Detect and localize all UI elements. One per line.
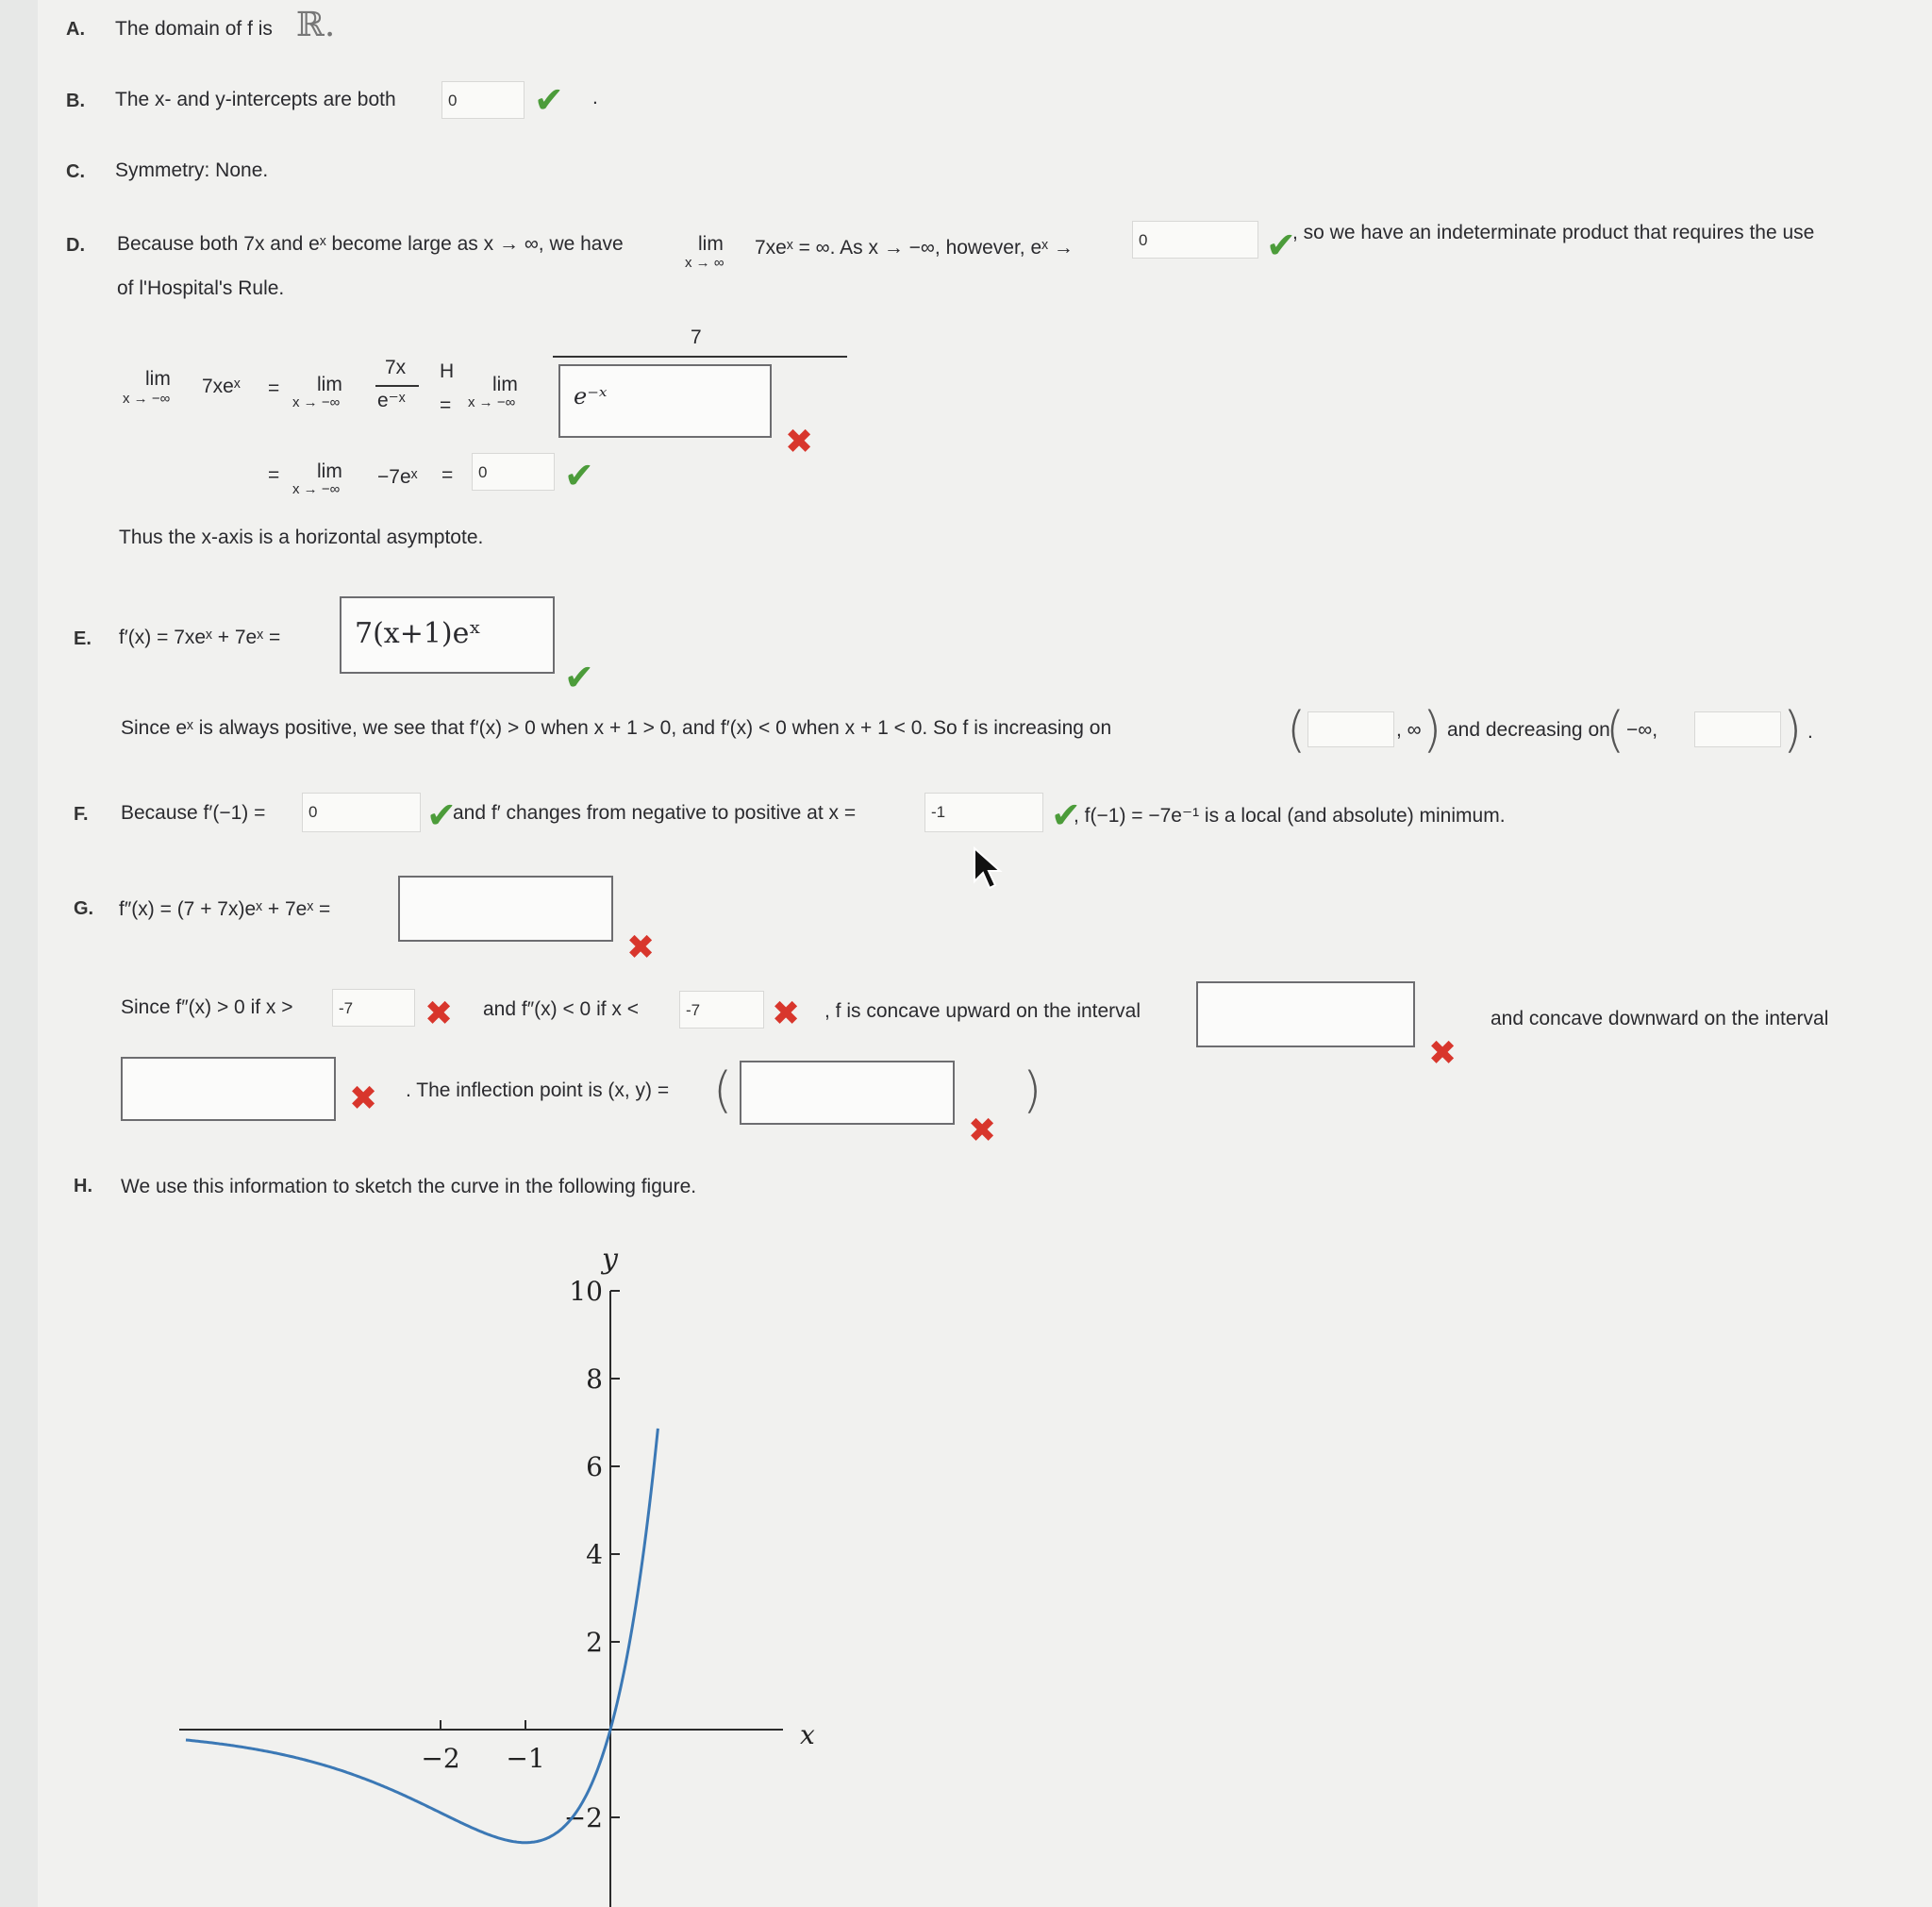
open-paren: (: [1606, 702, 1625, 759]
equals-sign: =: [268, 377, 280, 399]
section-f-letter: F.: [74, 804, 89, 825]
x-tick-label: −2: [421, 1743, 460, 1774]
lim-subscript: x → ∞: [685, 255, 724, 271]
section-g-text1: Since f″(x) > 0 if x >: [121, 996, 293, 1018]
section-g-text4: and concave downward on the interval: [1491, 1008, 1829, 1029]
x-ticks: [421, 1720, 544, 1774]
derivative-denominator-input[interactable]: [558, 364, 772, 438]
concave-down-interval-input[interactable]: [121, 1057, 336, 1121]
x-axis-label: x: [800, 1719, 815, 1750]
reals-symbol: ℝ.: [296, 6, 336, 44]
section-d-text2: , so we have an indeterminate product that requires the use: [1292, 222, 1815, 243]
row1-expr: 7xeˣ: [202, 376, 241, 397]
section-g-text3: , f is concave upward on the interval: [824, 1000, 1141, 1022]
row2-expr: −7eˣ: [377, 466, 418, 488]
open-paren: (: [713, 1062, 733, 1119]
concave-up-interval-input[interactable]: [1196, 981, 1415, 1047]
first-derivative-input[interactable]: [340, 596, 555, 674]
y-tick-label: −2: [563, 1802, 603, 1833]
first-derivative-value: 7(x+1)eˣ: [355, 617, 482, 650]
row1-lim-subscript-2: x → −∞: [292, 394, 341, 410]
fraction-numerator: 7x: [385, 357, 407, 378]
section-e-lhs: f′(x) = 7xeˣ + 7eˣ =: [119, 627, 281, 648]
derivative-fraction-bar: [553, 356, 847, 358]
section-g-text2: and f″(x) < 0 if x <: [483, 998, 640, 1020]
decreasing-head: −∞,: [1626, 719, 1658, 741]
cross-icon: ✖: [1428, 1033, 1457, 1072]
section-d-letter: D.: [66, 235, 85, 256]
section-c-letter: C.: [66, 161, 85, 182]
derivative-numerator: 7: [691, 326, 702, 348]
fraction-bar: [375, 385, 419, 387]
y-tick-label: 6: [586, 1451, 603, 1482]
row1-lim-word-3: lim: [492, 374, 518, 395]
cross-icon: ✖: [772, 994, 801, 1032]
decreasing-text: and decreasing on: [1447, 719, 1610, 741]
critical-value-input[interactable]: 0: [302, 793, 421, 832]
derivative-denominator-value: e⁻ˣ: [574, 383, 608, 410]
section-d-expr: 7xeˣ = ∞. As x → −∞, however, eˣ →: [755, 237, 1074, 259]
close-paren: ): [1783, 702, 1803, 759]
section-a-letter: A.: [66, 19, 85, 40]
check-icon: ✔: [1266, 226, 1296, 266]
cross-icon: ✖: [968, 1111, 997, 1149]
equals-sign: =: [440, 394, 452, 416]
concave-up-bound-input[interactable]: -7: [332, 989, 415, 1027]
section-d-text3: of l'Hospital's Rule.: [117, 277, 285, 299]
row1-lim-subscript-3: x → −∞: [468, 394, 516, 410]
section-c-text: Symmetry: None.: [115, 159, 269, 181]
section-b-text: The x- and y-intercepts are both: [115, 89, 396, 110]
section-e-text: Since eˣ is always positive, we see that f′(x) > 0 when x + 1 > 0, and f′(x) < 0 when x + 1 < 0. So f is increasing on: [121, 717, 1112, 739]
second-derivative-input[interactable]: [398, 876, 613, 942]
increasing-interval-input[interactable]: [1307, 711, 1394, 747]
section-f-text3: , f(−1) = −7e⁻¹ is a local (and absolute) minimum.: [1074, 805, 1506, 827]
open-paren: (: [1287, 702, 1307, 759]
section-g-lhs: f″(x) = (7 + 7x)eˣ + 7eˣ =: [119, 898, 331, 920]
section-b-letter: B.: [66, 91, 85, 111]
section-g-letter: G.: [74, 898, 94, 919]
y-tick-label: 2: [586, 1627, 603, 1658]
y-tick-label: 10: [569, 1276, 603, 1307]
y-tick-label: 8: [586, 1363, 603, 1395]
equals-sign: =: [441, 464, 454, 486]
check-icon: ✔: [564, 457, 594, 496]
cross-icon: ✖: [425, 994, 454, 1032]
section-h-text: We use this information to sketch the curve in the following figure.: [121, 1176, 697, 1197]
row1-lim-word-2: lim: [317, 374, 342, 395]
cross-icon: ✖: [349, 1079, 378, 1117]
concave-down-bound-input[interactable]: -7: [679, 991, 764, 1029]
sign-change-input[interactable]: -1: [924, 793, 1043, 832]
equals-sign: =: [268, 464, 280, 486]
y-axis-label: y: [602, 1243, 618, 1276]
section-f-text1: Because f′(−1) =: [121, 802, 266, 824]
check-icon: ✔: [564, 659, 594, 698]
sketch-graph: [38, 1227, 887, 1907]
row1-lim-subscript: x → −∞: [123, 391, 171, 407]
cross-icon: ✖: [626, 928, 656, 966]
increasing-tail: , ∞: [1396, 719, 1422, 741]
section-d-text1: Because both 7x and eˣ become large as x → ∞, we have: [117, 233, 624, 255]
check-icon: ✔: [426, 796, 457, 836]
row2-limit-input[interactable]: 0: [472, 453, 555, 491]
lim-word: lim: [698, 233, 724, 255]
section-a-text: The domain of f is: [115, 18, 273, 40]
cross-icon: ✖: [785, 422, 814, 460]
row1-lim-word: lim: [145, 368, 171, 390]
x-tick-label: −1: [506, 1743, 545, 1774]
inflection-point-input[interactable]: [740, 1061, 955, 1125]
row2-lim-subscript: x → −∞: [292, 481, 341, 497]
section-g-text5: . The inflection point is (x, y) =: [406, 1079, 670, 1101]
section-h-letter: H.: [74, 1176, 92, 1196]
hospital-mark: H: [440, 360, 455, 382]
period: .: [1807, 721, 1813, 743]
close-paren: ): [1023, 1062, 1042, 1119]
check-icon: ✔: [1051, 796, 1081, 836]
problem-panel: [38, 0, 1932, 1907]
decreasing-interval-input[interactable]: [1694, 711, 1781, 747]
intercept-input[interactable]: 0: [441, 81, 525, 119]
y-tick-label: 4: [586, 1539, 603, 1570]
fraction-denominator: e⁻ˣ: [377, 390, 406, 411]
row2-lim-word: lim: [317, 460, 342, 482]
close-paren: ): [1423, 702, 1442, 759]
check-icon: ✔: [534, 81, 564, 121]
asymptote-conclusion: Thus the x-axis is a horizontal asymptote.: [119, 527, 484, 548]
y-ticks: [564, 1276, 620, 1833]
section-e-letter: E.: [74, 628, 92, 649]
limit-input[interactable]: 0: [1132, 221, 1258, 259]
section-b-tail: .: [592, 87, 598, 109]
section-f-text2: and f′ changes from negative to positive at x =: [453, 802, 857, 824]
mouse-cursor-icon: [972, 845, 1004, 893]
